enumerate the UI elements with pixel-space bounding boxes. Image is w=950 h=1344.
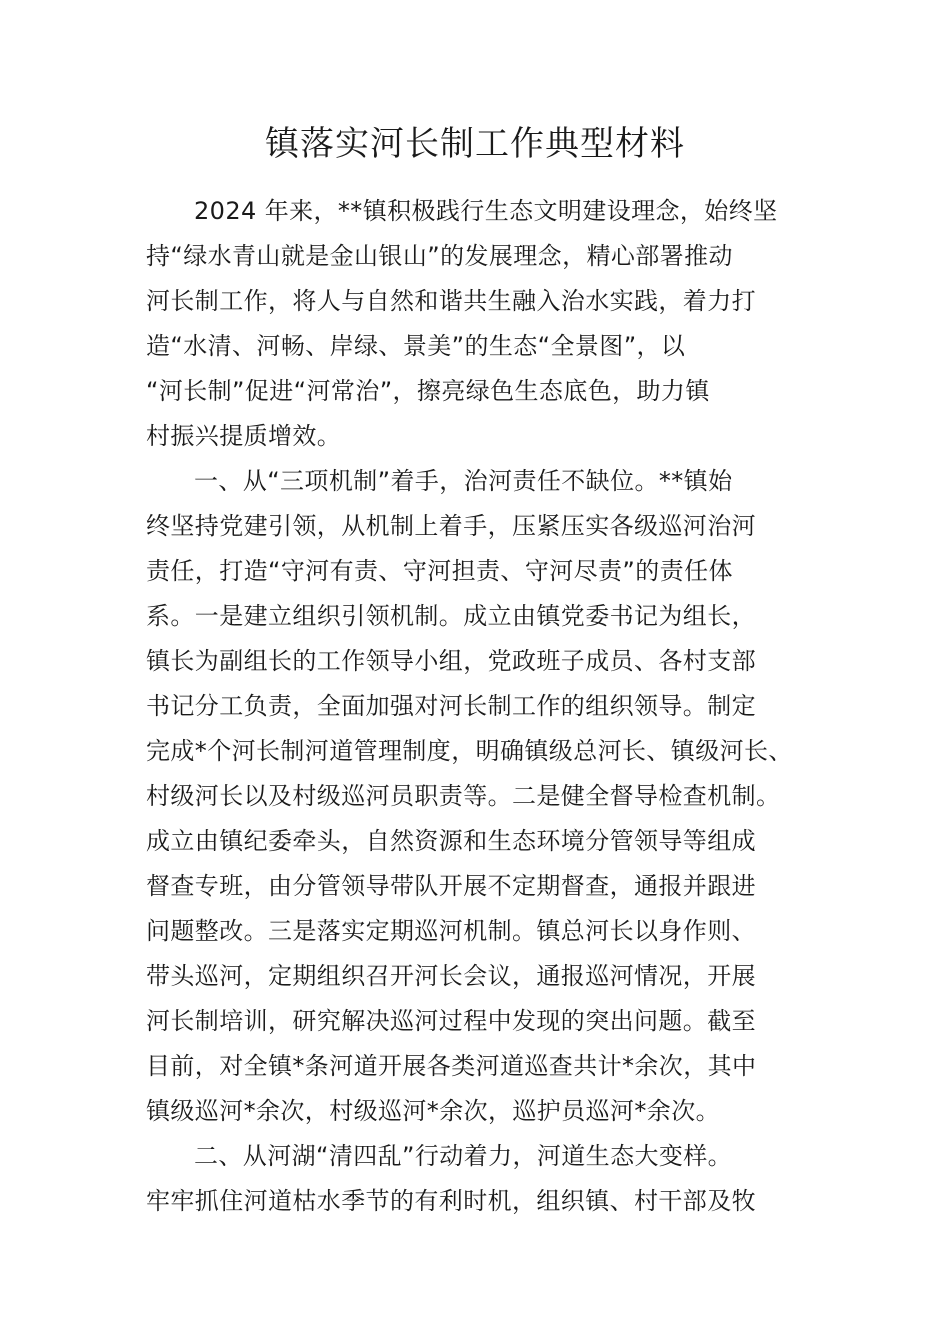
body-line: 二、从河湖“清四乱”行动着力，河道生态大变样。 [194, 1142, 733, 1170]
body-line: 责任，打造“守河有责、守河担责、守河尽责”的责任体 [146, 557, 733, 585]
body-line: 镇长为副组长的工作领导小组，党政班子成员、各村支部 [146, 647, 756, 675]
body-line: 一、从“三项机制”着手，治河责任不缺位。**镇始 [194, 467, 733, 495]
body-line: 督查专班，由分管领导带队开展不定期督查，通报并跟进 [146, 872, 756, 900]
body-line: 造“水清、河畅、岸绿、景美”的生态“全景图”，以 [146, 332, 686, 360]
body-line: 完成*个河长制河道管理制度，明确镇级总河长、镇级河长、 [146, 737, 793, 765]
body-line: 2024 年来，**镇积极践行生态文明建设理念，始终坚 [194, 197, 778, 225]
body-line: 河长制培训，研究解决巡河过程中发现的突出问题。截至 [146, 1007, 756, 1035]
body-line: “河长制”促进“河常治”，擦亮绿色生态底色，助力镇 [146, 377, 710, 405]
body-line: 村级河长以及村级巡河员职责等。二是健全督导检查机制。 [146, 782, 781, 810]
body-line: 成立由镇纪委牵头，自然资源和生态环境分管领导等组成 [146, 827, 756, 855]
body-line: 系。一是建立组织引领机制。成立由镇党委书记为组长， [146, 602, 756, 630]
body-line: 牢牢抓住河道枯水季节的有利时机，组织镇、村干部及牧 [146, 1187, 756, 1215]
body-line: 村振兴提质增效。 [146, 422, 342, 450]
body-line: 书记分工负责，全面加强对河长制工作的组织领导。制定 [146, 692, 756, 720]
body-line: 河长制工作，将人与自然和谐共生融入治水实践，着力打 [146, 287, 756, 315]
body-line: 镇级巡河*余次，村级巡河*余次，巡护员巡河*余次。 [146, 1097, 720, 1125]
body-line: 终坚持党建引领，从机制上着手，压紧压实各级巡河治河 [146, 512, 756, 540]
body-line: 问题整改。三是落实定期巡河机制。镇总河长以身作则、 [146, 917, 756, 945]
document-title: 镇落实河长制工作典型材料 [265, 124, 685, 164]
body-line: 持“绿水青山就是金山银山”的发展理念，精心部署推动 [146, 242, 733, 270]
body-line: 带头巡河，定期组织召开河长会议，通报巡河情况，开展 [146, 962, 756, 990]
body-line: 目前，对全镇*条河道开展各类河道巡查共计*余次，其中 [146, 1052, 757, 1080]
document-body [146, 189, 826, 1224]
